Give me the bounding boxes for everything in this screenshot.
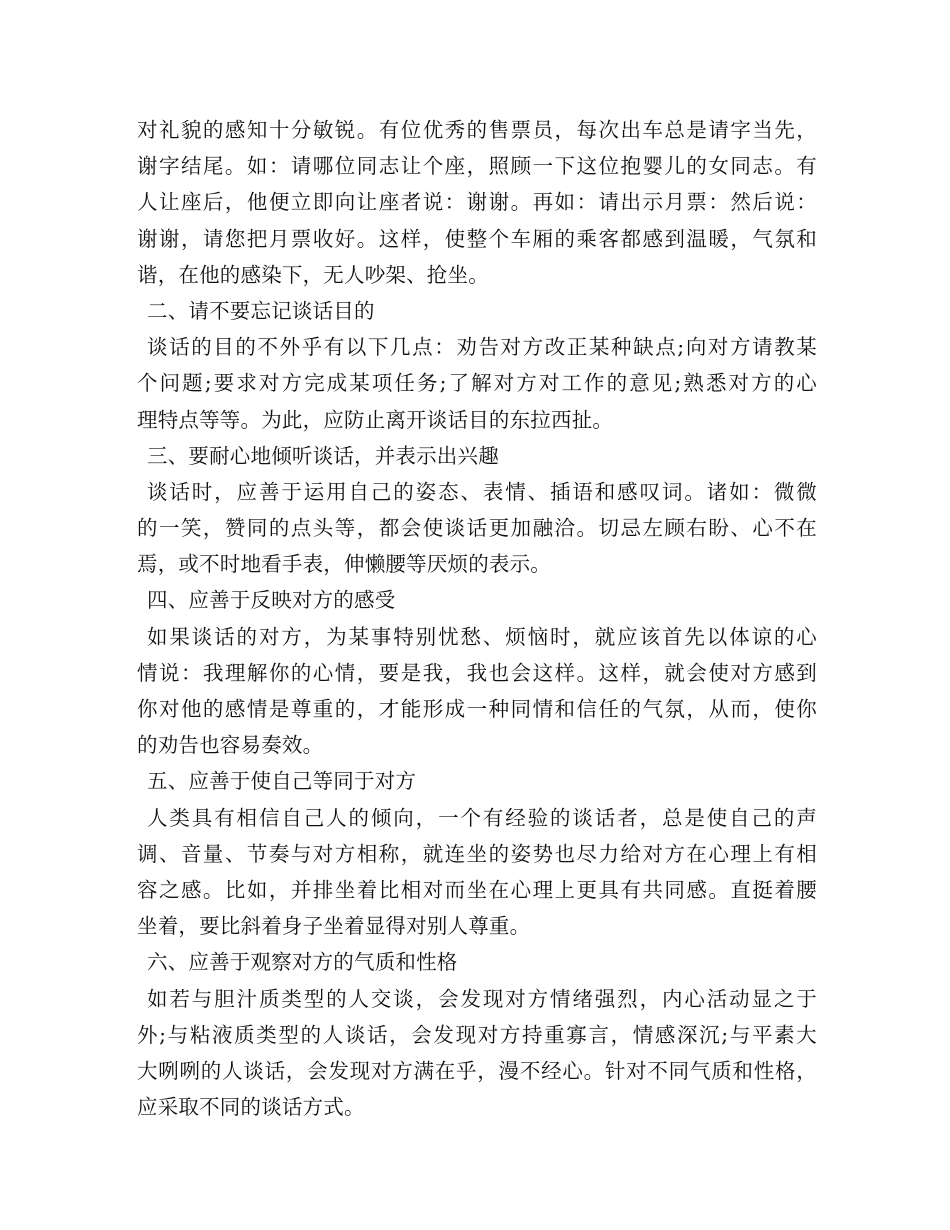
body-line: 的一笑，赞同的点头等，都会使谈话更加融洽。切忌左顾右盼、心不在 (137, 516, 817, 541)
section-heading: 六、应善于观察对方的气质和性格 (147, 950, 458, 975)
body-line: 如若与胆汁质类型的人交谈，会发现对方情绪强烈，内心活动显之于 (147, 986, 817, 1011)
section-heading: 四、应善于反映对方的感受 (147, 588, 396, 613)
body-line: 对礼貌的感知十分敏锐。有位优秀的售票员，每次出车总是请字当先， (137, 118, 817, 142)
body-line: 理特点等等。为此，应防止离开谈话目的东拉西扯。 (137, 407, 614, 432)
body-line: 容之感。比如，并排坐着比相对而坐在心理上更具有共同感。直挺着腰 (137, 877, 817, 902)
body-line: 人类具有相信自己人的倾向，一个有经验的谈话者，总是使自己的声 (147, 805, 817, 830)
body-line: 大咧咧的人谈话，会发现对方满在乎，漫不经心。针对不同气质和性格， (137, 1058, 817, 1083)
section-heading: 五、应善于使自己等同于对方 (147, 769, 417, 794)
body-line: 谢谢，请您把月票收好。这样，使整个车厢的乘客都感到温暖，气氛和 (137, 226, 817, 251)
document-page (137, 112, 817, 1125)
body-line: 外;与粘液质类型的人谈话，会发现对方持重寡言，情感深沉;与平素大 (137, 1022, 817, 1047)
body-line: 应采取不同的谈话方式。 (137, 1095, 365, 1120)
body-line: 你对他的感情是尊重的，才能形成一种同情和信任的气氛，从而，使你 (137, 697, 817, 721)
body-line: 个问题;要求对方完成某项任务;了解对方对工作的意见;熟悉对方的心 (137, 371, 817, 396)
section-heading: 二、请不要忘记谈话目的 (147, 298, 375, 323)
body-line: 谢字结尾。如：请哪位同志让个座，照顾一下这位抱婴儿的女同志。有 (137, 154, 817, 179)
body-line: 的劝告也容易奏效。 (137, 733, 324, 758)
body-line: 坐着，要比斜着身子坐着显得对别人尊重。 (137, 914, 531, 939)
body-line: 如果谈话的对方，为某事特别忧愁、烦恼时，就应该首先以体谅的心 (147, 624, 817, 649)
body-line: 谐，在他的感染下，无人吵架、抢坐。 (137, 262, 489, 287)
body-line: 谈话时，应善于运用自己的姿态、表情、插语和感叹词。诸如：微微 (147, 479, 817, 504)
body-line: 谈话的目的不外乎有以下几点：劝告对方改正某种缺点;向对方请教某 (147, 335, 817, 360)
section-heading: 三、要耐心地倾听谈话，并表示出兴趣 (147, 443, 499, 468)
body-line: 调、音量、节奏与对方相称，就连坐的姿势也尽力给对方在心理上有相 (137, 841, 817, 866)
body-line: 人让座后，他便立即向让座者说：谢谢。再如：请出示月票：然后说： (137, 190, 817, 215)
body-line: 焉，或不时地看手表，伸懒腰等厌烦的表示。 (137, 552, 551, 577)
body-line: 情说：我理解你的心情，要是我，我也会这样。这样，就会使对方感到 (137, 660, 817, 685)
